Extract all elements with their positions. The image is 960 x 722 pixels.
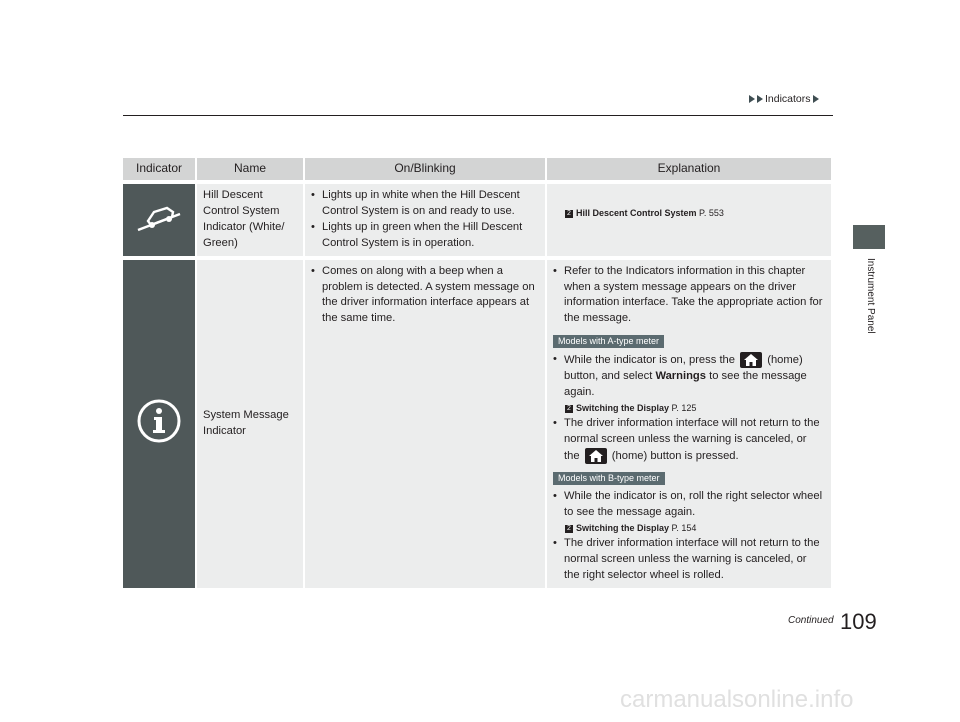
explanation-cell (547, 180, 831, 256)
column-header-indicator: Indicator (123, 158, 197, 180)
warnings-label: Warnings (655, 370, 706, 383)
text-fragment: to see the message again. (564, 370, 807, 399)
model-badge-b-type: Models with B-type meter (553, 472, 665, 485)
list-item (553, 352, 825, 401)
home-button-icon (585, 448, 607, 464)
list-item (553, 416, 825, 465)
list-item: • Comes on along with a beep when a problem is detected. A system message on the driver information interface appears at the same time. (311, 264, 539, 328)
watermark: carmanualsonline.info (620, 686, 854, 713)
breadcrumb (749, 93, 819, 105)
reference-arrow-icon: 2 (565, 210, 573, 218)
list-item: • The driver information interface will not return to the normal screen unless the warning is canceled, or the right selector wheel is rolled. (553, 536, 825, 584)
breadcrumb-arrow-icon (813, 95, 819, 103)
list-item: • Refer to the Indicators information in this chapter when a system message appears on the driver information interface. Take the appropriate action for the message. (553, 264, 825, 328)
reference-page: P. 553 (699, 208, 724, 218)
reference-page: P. 125 (671, 402, 697, 413)
list-item: • While the indicator is on, roll the right selector wheel to see the message again. (553, 489, 825, 521)
column-header-explanation: Explanation (547, 158, 831, 180)
on-blinking-cell (305, 256, 547, 588)
text-fragment: (home) button, and select (564, 354, 803, 383)
header-rule (123, 115, 833, 116)
breadcrumb-arrow-icon (749, 95, 755, 103)
reference-title: Switching the Display (576, 523, 670, 534)
section-label: Instrument Panel (865, 258, 876, 334)
hill-descent-icon (134, 200, 184, 234)
info-icon (134, 396, 184, 446)
name-cell: System Message Indicator (197, 256, 305, 588)
indicator-cell (123, 180, 197, 256)
indicator-cell (123, 256, 197, 588)
table-row (123, 180, 831, 256)
home-button-icon (740, 352, 762, 368)
column-header-name: Name (197, 158, 305, 180)
reference-arrow-icon: 2 (565, 525, 573, 533)
list-item: • Lights up in green when the Hill Descent Control System is in operation. (311, 220, 539, 252)
name-cell: Hill Descent Control System Indicator (White/ Green) (197, 180, 305, 256)
breadcrumb-arrow-icon (757, 95, 763, 103)
table-header-row (123, 158, 831, 180)
reference-title: Switching the Display (576, 402, 670, 413)
cross-reference-link[interactable] (553, 522, 825, 535)
explanation-cell (547, 256, 831, 588)
column-header-on-blinking: On/Blinking (305, 158, 547, 180)
reference-arrow-icon: 2 (565, 405, 573, 413)
indicator-table (123, 158, 831, 588)
continued-label: Continued (788, 615, 834, 626)
cross-reference-link[interactable] (553, 402, 825, 415)
breadcrumb-label: Indicators (765, 93, 811, 105)
text-fragment: The driver information interface will not return to the normal screen unless the warning is canceled, or the (564, 416, 820, 462)
on-blinking-cell (305, 180, 547, 256)
table-row (123, 256, 831, 588)
text-fragment: (home) button is pressed. (611, 449, 739, 462)
model-badge-a-type: Models with A-type meter (553, 335, 664, 348)
section-tab (853, 225, 885, 249)
reference-title: Hill Descent Control System (576, 208, 697, 218)
reference-page: P. 154 (671, 523, 697, 534)
list-item: • Lights up in white when the Hill Descent Control System is on and ready to use. (311, 188, 539, 220)
text-fragment: While the indicator is on, press the (564, 354, 736, 367)
cross-reference-link[interactable] (553, 207, 825, 220)
page-number: 109 (840, 609, 877, 634)
